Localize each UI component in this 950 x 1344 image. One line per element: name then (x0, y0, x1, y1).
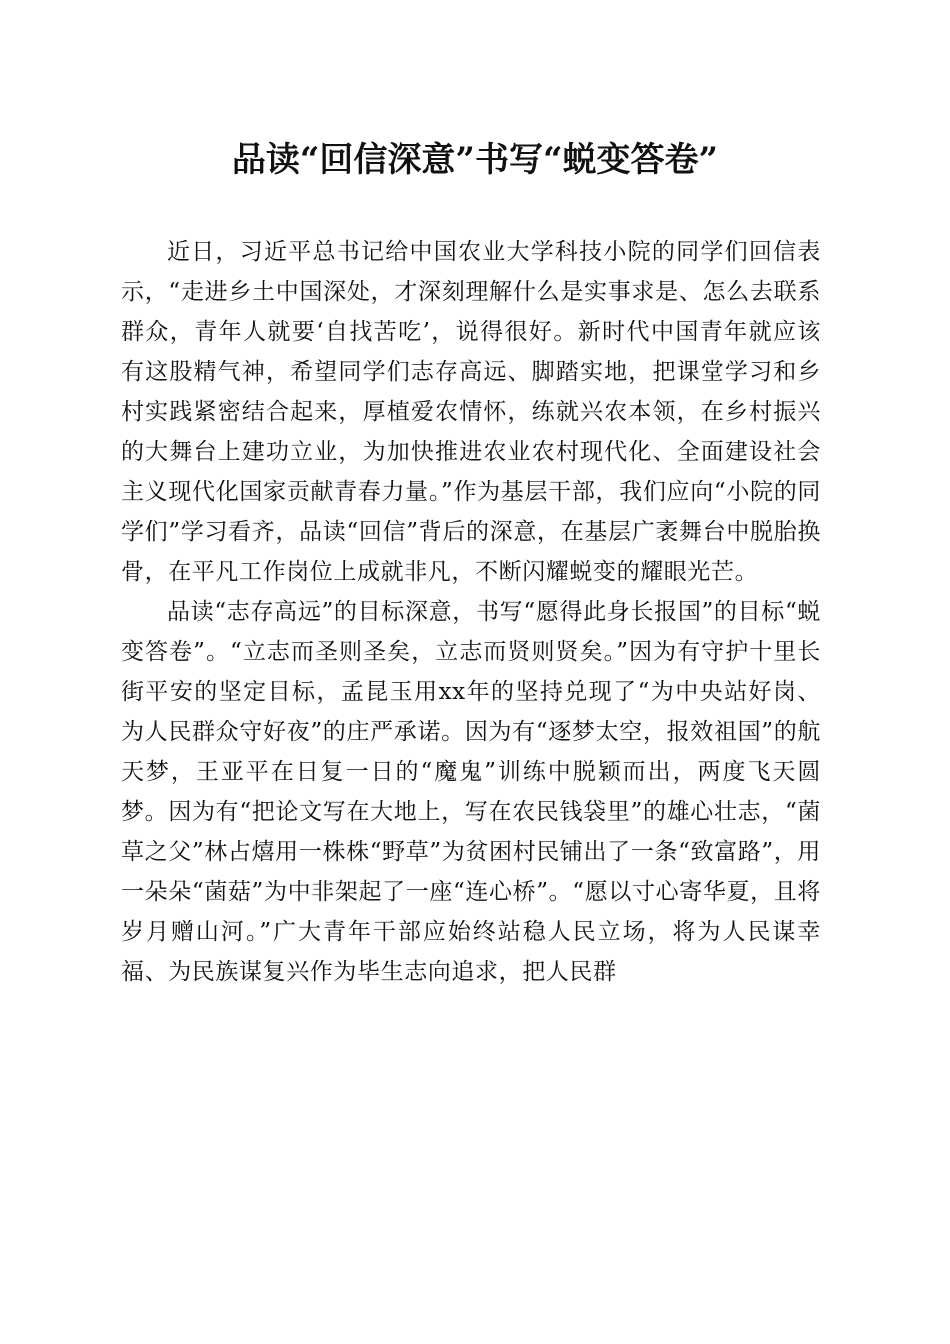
paragraph: 近日，习近平总书记给中国农业大学科技小院的同学们回信表示，“走进乡土中国深处，才深刻理解什么是实事求是、怎么去联系群众，青年人就要‘自找苦吃’，说得很好。新时代中国青年就应该有这股精气神，希望同学们志存高远、脚踏实地，把课堂学习和乡村实践紧密结合起来，厚植爱农情怀，练就兴农本领，在乡村振兴的大舞台上建功立业，为加快推进农业农村现代化、全面建设社会主义现代化国家贡献青春力量。”作为基层干部，我们应向“小院的同学们”学习看齐，品读“回信”背后的深意，在基层广袤舞台中脱胎换骨，在平凡工作岗位上成就非凡，不断闪耀蜕变的耀眼光芒。 (121, 239, 821, 585)
paragraph: 品读“志存高远”的目标深意，书写“愿得此身长报国”的目标“蜕变答卷”。“立志而圣则圣矣，立志而贤则贤矣。”因为有守护十里长街平安的坚定目标，孟昆玉用xx年的坚持兑现了“为中央站好岗、为人民群众守好夜”的庄严承诺。因为有“逐梦太空，报效祖国”的航天梦，王亚平在日复一日的“魔鬼”训练中脱颖而出，两度飞天圆梦。因为有“把论文写在大地上，写在农民钱袋里”的雄心壮志，“菌草之父”林占熺用一株株“野草”为贫困村民铺出了一条“致富路”，用一朵朵“菌菇”为中非架起了一座“连心桥”。“愿以寸心寄华夏，且将岁月赠山河。”广大青年干部应始终站稳人民立场，将为人民谋幸福、为民族谋复兴作为毕生志向追求，把人民群 (121, 599, 821, 985)
document-body (121, 232, 821, 992)
document-title: 品读“回信深意”书写“蜕变答卷” (231, 140, 719, 180)
